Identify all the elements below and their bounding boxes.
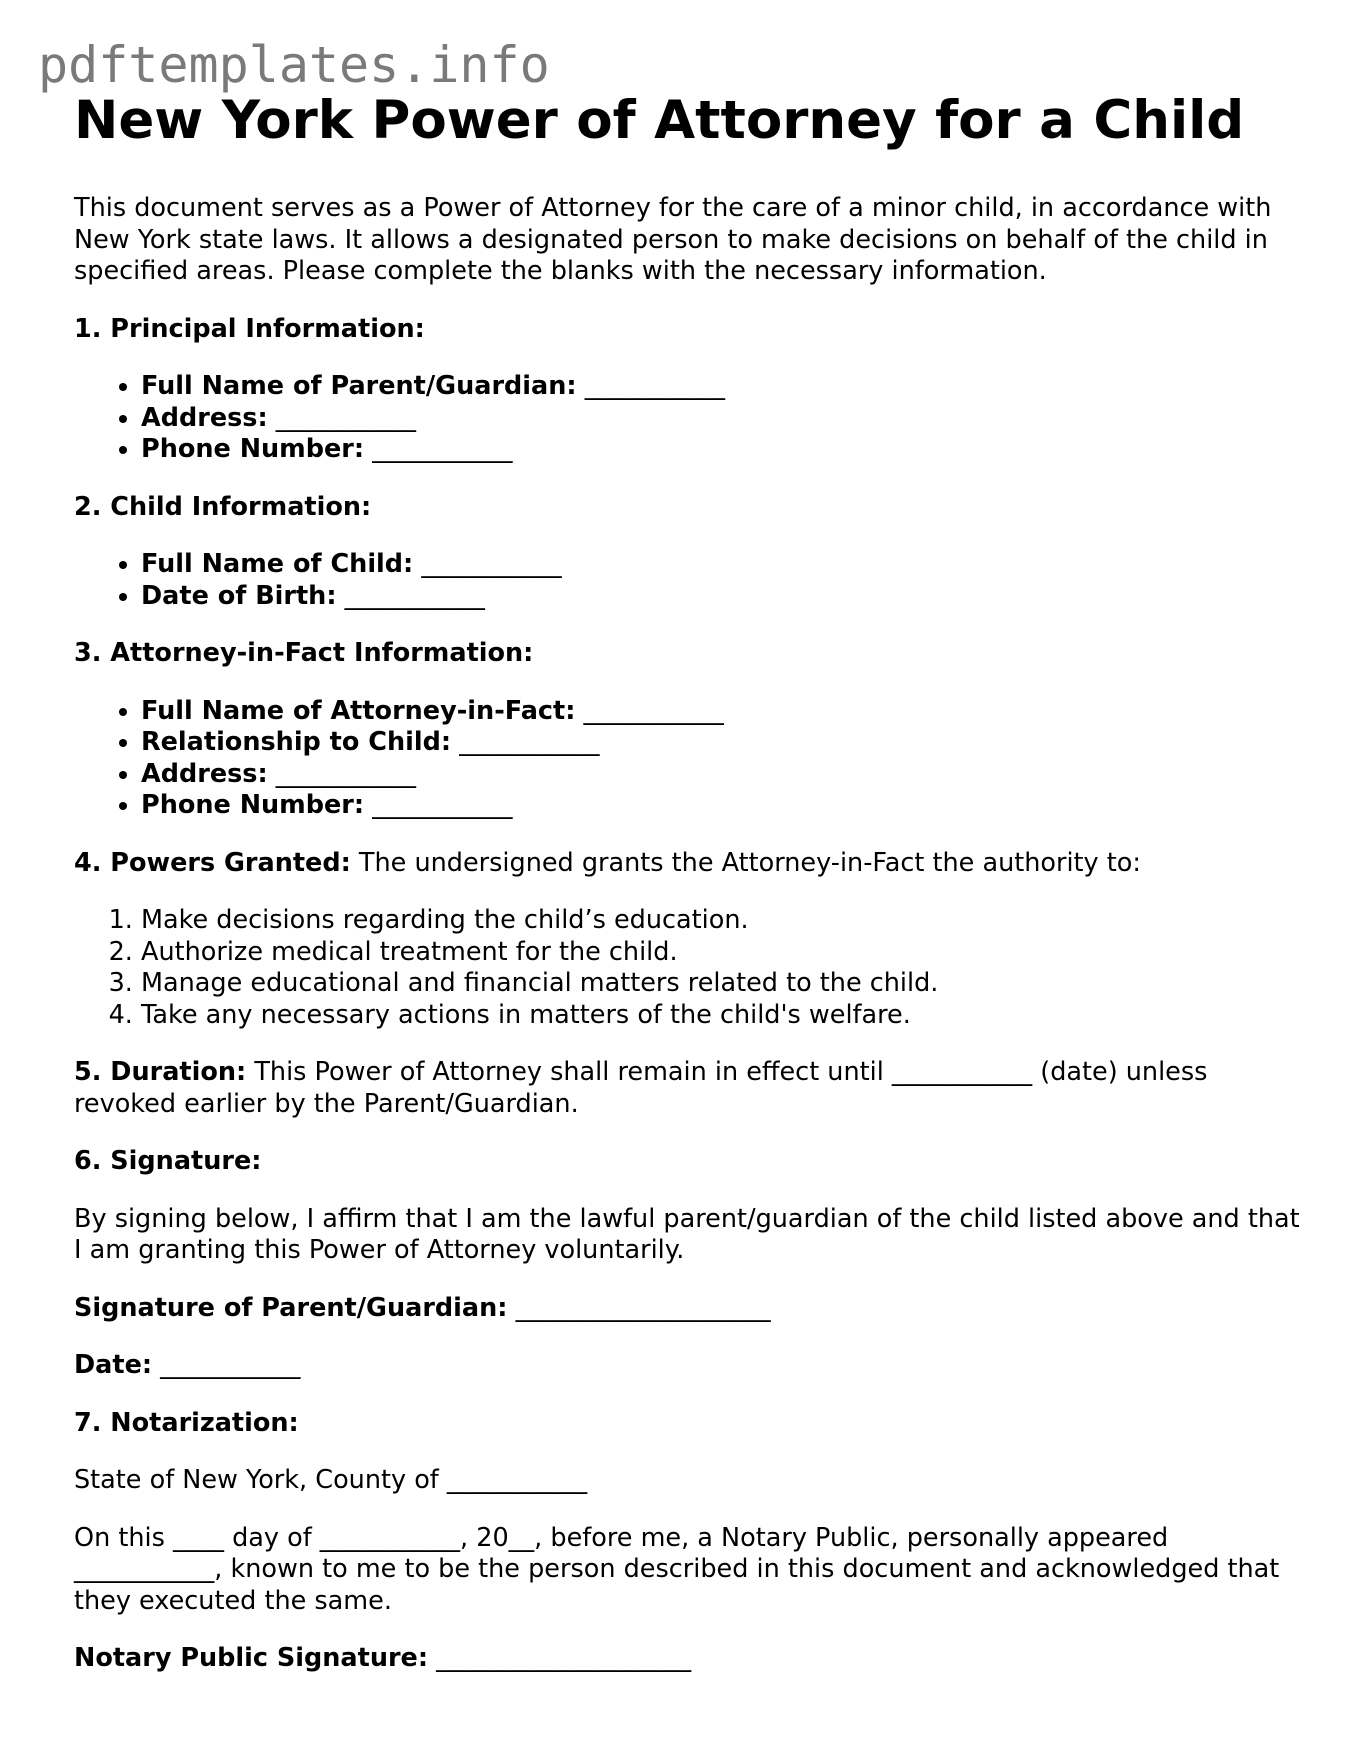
field-label: Address: [141,402,268,433]
list-item [141,371,1304,403]
section-heading-text: 6. Signature: [74,1146,262,1176]
document-title: New York Power of Attorney for a Child [74,90,1245,151]
section-heading-signature [74,1146,1304,1178]
watermark-text: pdftemplates.info [38,36,550,94]
principal-info-list [74,371,1304,466]
field-label: Full Name of Child: [141,549,414,579]
fill-in-blank[interactable]: ___________ [275,758,417,789]
list-item [141,403,1304,435]
section-heading-text: 2. Child Information: [74,491,372,522]
list-item [141,581,1304,613]
field-label: Phone Number: [141,434,365,464]
list-item [141,696,1304,728]
list-item: 4. Take any necessary actions in matters of the child's welfare. [141,1000,1304,1032]
intro-paragraph: This document serves as a Power of Attorney for the care of a minor child, in accordance with New York state laws. It allows a designated person to make decisions on behalf of the child in specified areas. Please complete the blanks with the necessary information. [74,193,1272,286]
list-item [141,434,1304,466]
section-heading-text: 1. Principal Information: [74,313,425,344]
section-heading-notarization [74,1408,1304,1440]
section-heading-text: 7. Notarization: [74,1407,299,1438]
field-label: Address: [141,758,268,789]
field-label: Date: [74,1350,153,1380]
list-item [141,759,1304,791]
fill-in-blank[interactable]: ___________ [584,371,725,401]
list-item [141,727,1304,759]
powers-intro-text: The undersigned grants the Attorney-in-Fact the authority to: [358,847,1141,878]
appearance-paragraph: On this ____ day of ___________, 20__, before me, a Notary Public, personally appeared ___________, known to me to be the person described in this document and acknowledged that they executed the same. [74,1522,1280,1616]
section-heading-attorney [74,638,1304,670]
section-heading-text: 3. Attorney-in-Fact Information: [74,638,534,668]
field-label: Relationship to Child: [141,727,452,757]
section-powers [74,848,1304,880]
duration-text: This Power of Attorney shall remain in effect until ___________ (date) unless revoked earlier by the Parent/Guardian. [74,1057,1208,1119]
date-line [74,1350,1304,1382]
field-label: Date of Birth: [141,580,337,611]
list-item: 2. Authorize medical treatment for the child. [141,937,1304,969]
powers-list [74,905,1304,1031]
section-heading-text: 5. Duration: [74,1057,247,1087]
list-item [141,549,1304,581]
fill-in-blank[interactable]: ___________ [275,402,417,433]
parent-signature-line [74,1293,1304,1325]
signature-blank[interactable]: ____________________ [436,1643,692,1673]
field-label: Notary Public Signature: [74,1643,429,1673]
fill-in-blank[interactable]: ___________ [372,790,513,820]
date-blank[interactable]: ___________ [160,1350,301,1380]
fill-in-blank[interactable]: ___________ [421,549,562,579]
list-item: 1. Make decisions regarding the child’s education. [141,905,1304,937]
field-label: Signature of Parent/Guardian: [74,1292,508,1323]
notary-signature-line [74,1643,1304,1675]
fill-in-blank[interactable]: ___________ [459,727,600,757]
list-item [141,790,1304,822]
affirmation-paragraph: By signing below, I affirm that I am the lawful parent/guardian of the child listed above and that I am granting this Power of Attorney voluntarily. [74,1203,1300,1265]
child-info-list [74,549,1304,612]
list-item: 3. Manage educational and financial matters related to the child. [141,968,1304,1000]
field-label: Full Name of Parent/Guardian: [141,371,577,401]
field-label: Full Name of Attorney-in-Fact: [141,695,576,726]
section-duration [74,1057,1304,1120]
section-heading-principal [74,314,1304,346]
fill-in-blank[interactable]: ___________ [583,695,724,726]
document-body [74,193,1304,1701]
attorney-info-list [74,696,1304,822]
signature-blank[interactable]: ____________________ [515,1292,771,1323]
section-heading-child [74,492,1304,524]
section-heading-text: 4. Powers Granted: [74,847,351,878]
county-line: State of New York, County of ___________ [74,1465,588,1495]
field-label: Phone Number: [141,790,365,820]
fill-in-blank[interactable]: ___________ [372,434,513,464]
fill-in-blank[interactable]: ___________ [344,580,485,611]
